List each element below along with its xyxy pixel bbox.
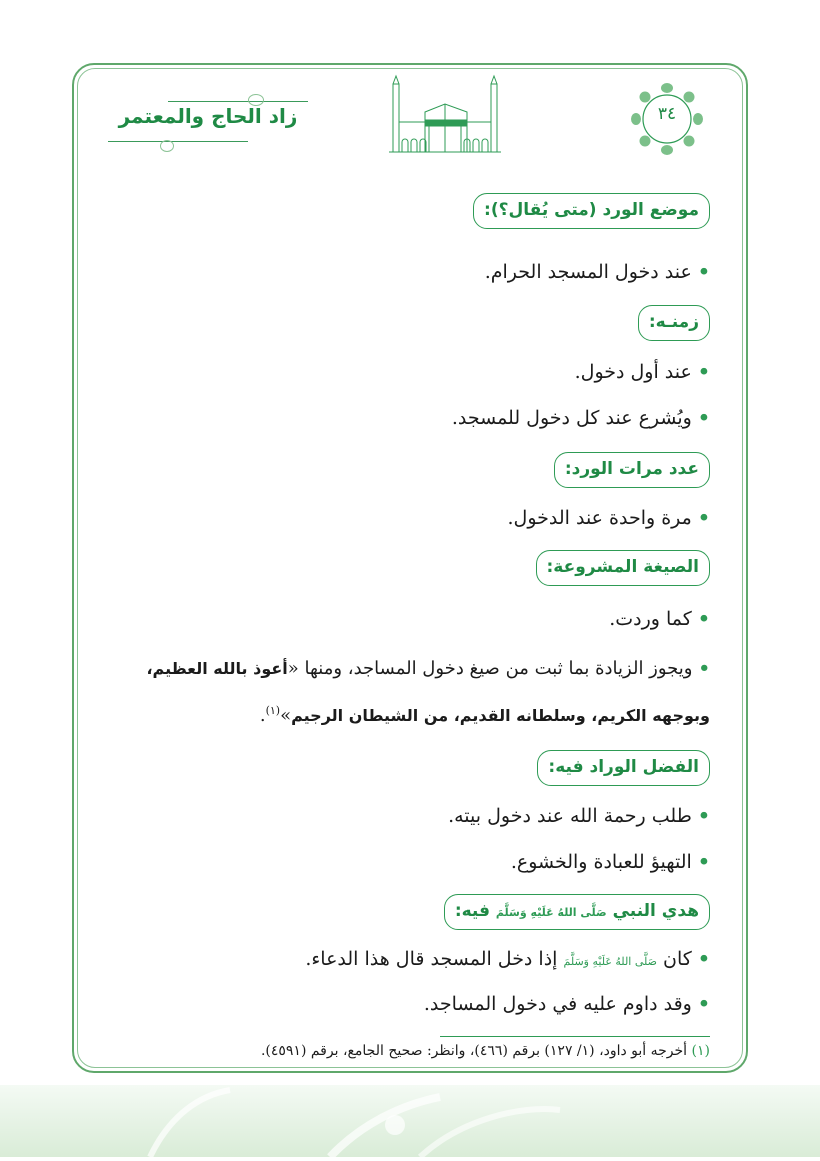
list-item-text: التهيؤ للعبادة والخشوع. [510, 851, 692, 873]
bullet-icon: • [697, 407, 710, 429]
list-item [448, 802, 710, 830]
kaaba-mosque-icon [385, 74, 505, 156]
section-heading-virtue: الفضل الوراد فيه: [537, 750, 710, 786]
supplication-text: وبوجهه الكريم، وسلطانه القديم، من الشيطان الرجيم [291, 706, 710, 725]
bullet-icon: • [697, 361, 710, 383]
bullet-icon: • [697, 507, 710, 529]
list-item [609, 605, 710, 633]
paragraph-line [98, 697, 710, 730]
list-item-text: كان [663, 948, 692, 970]
bullet-icon: • [697, 805, 710, 827]
list-item-text: عند أول دخول. [574, 361, 692, 383]
list-item [575, 358, 710, 386]
bullet-icon: • [697, 608, 710, 630]
heading-text: فيه: [454, 901, 490, 921]
footnote-number: (١) [691, 1043, 710, 1059]
bullet-icon: • [697, 948, 710, 970]
footnote-reference[interactable]: (١) [265, 704, 281, 717]
list-item [485, 258, 710, 286]
bullet-icon: • [697, 851, 710, 873]
section-heading-wording: الصيغة المشروعة: [536, 550, 711, 586]
section-heading-occasion: موضع الورد (متى يُقال؟): [473, 193, 710, 229]
section-heading-count: عدد مرات الورد: [554, 452, 710, 488]
bullet-icon: • [698, 658, 710, 679]
title-ornament-line [108, 141, 248, 142]
heading-text: هدي النبي [612, 901, 699, 921]
footnote-separator [440, 1036, 710, 1037]
list-item [452, 404, 710, 432]
bullet-icon: • [697, 261, 710, 283]
section-heading-time: زمنـه: [638, 305, 710, 341]
paragraph-text: ويجوز الزيادة بما ثبت من صيغ دخول المساجد، ومنها « [287, 658, 693, 679]
list-item [305, 945, 710, 976]
list-item-text: مرة واحدة عند الدخول. [507, 507, 692, 529]
footnote [261, 1043, 710, 1059]
bottom-decoration [0, 1085, 820, 1157]
honorific-text: صَلَّى اللهُ عَلَيْهِ وَسَلَّمَ [495, 906, 607, 919]
title-ornament-line [168, 101, 308, 102]
list-item-text: طلب رحمة الله عند دخول بيته. [448, 805, 692, 827]
full-stop: . [259, 705, 266, 726]
list-item-text: ويُشرع عند كل دخول للمسجد. [451, 407, 692, 429]
paragraph-line [98, 655, 710, 683]
footnote-text: أخرجه أبو داود، (١/ ١٢٧) برقم (٤٦٦)، وانظر: صحيح الجامع، برقم (٤٥٩١). [260, 1043, 688, 1059]
list-item-text: كما وردت. [609, 608, 692, 630]
honorific-text: صَلَّى اللهُ عَلَيْهِ وَسَلَّمَ [563, 955, 657, 968]
section-heading-prophet-guidance [444, 894, 710, 930]
quote-close: » [280, 705, 292, 726]
list-item-text: وقد داوم عليه في دخول المساجد. [423, 993, 692, 1015]
list-item-text: إذا دخل المسجد قال هذا الدعاء. [305, 948, 558, 970]
bullet-icon: • [697, 993, 710, 1015]
title-ornament-curl [160, 140, 174, 152]
page-number: ٣٤ [657, 104, 677, 124]
list-item [424, 990, 710, 1018]
list-item [511, 848, 710, 876]
book-title: زاد الحاج والمعتمر [118, 104, 298, 128]
supplication-text: أعوذ بالله العظيم، [146, 659, 288, 678]
list-item-text: عند دخول المسجد الحرام. [484, 261, 692, 283]
list-item [507, 504, 710, 532]
